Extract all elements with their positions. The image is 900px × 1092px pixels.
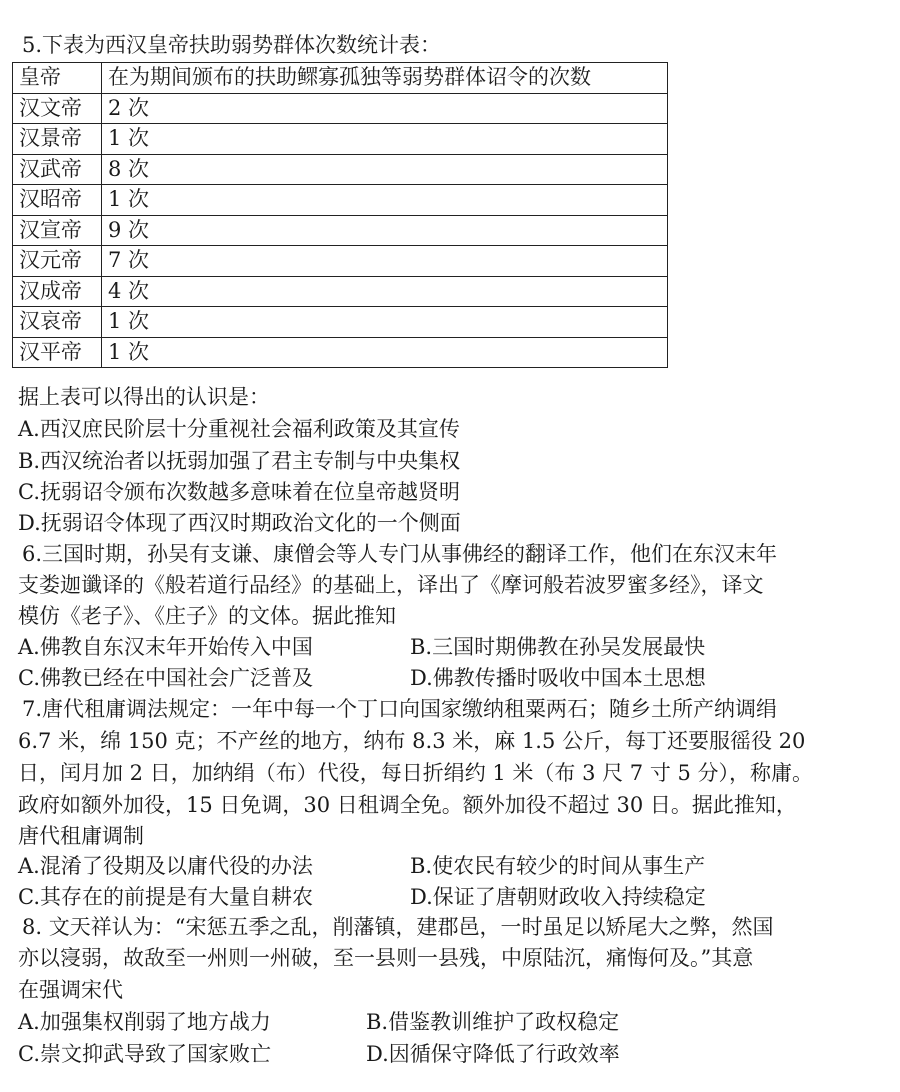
table-header-row — [13, 63, 668, 94]
emperor-statistics-table — [12, 62, 668, 368]
table-cell-count: 9 次 — [102, 215, 668, 246]
table-header-cell: 皇帝 — [13, 63, 102, 94]
q6-stem-line: 模仿《老子》、《庄子》的文体。据此推知 — [18, 604, 396, 628]
q5-prompt: 据上表可以得出的认识是： — [18, 385, 270, 409]
q7-option-a: A.混淆了役期及以庸代役的办法 — [18, 854, 313, 878]
table-cell-count: 1 次 — [102, 185, 668, 216]
table-cell-emperor: 汉武帝 — [13, 154, 102, 185]
table-cell-count: 4 次 — [102, 276, 668, 307]
q8-option-b: B.借鉴教训维护了政权稳定 — [366, 1010, 620, 1034]
table-cell-emperor: 汉昭帝 — [13, 185, 102, 216]
table-cell-count: 1 次 — [102, 124, 668, 155]
q7-stem-line: 日，闰月加 2 日，加纳绢（布）代役，每日折绢约 1 米（布 3 尺 7 寸 5 分），称庸。 — [18, 761, 814, 785]
q7-stem-line: 政府如额外加役，15 日免调，30 日租调全免。额外加役不超过 30 日。据此推知， — [18, 793, 797, 817]
table-cell-emperor: 汉成帝 — [13, 276, 102, 307]
q6-stem-line: 支娄迦谶译的《般若道行品经》的基础上，译出了《摩诃般若波罗蜜多经》，译文 — [18, 573, 764, 597]
q7-stem-line: 7.唐代租庸调法规定：一年中每一个丁口向国家缴纳租粟两石；随乡土所产纳调绢 — [22, 697, 778, 721]
q6-option-c: C.佛教已经在中国社会广泛普及 — [18, 666, 313, 690]
table-row — [13, 93, 668, 124]
q5-option-b: B.西汉统治者以抚弱加强了君主专制与中央集权 — [18, 449, 461, 473]
table-cell-count: 1 次 — [102, 337, 668, 368]
q8-stem-line: 亦以寖弱，故敌至一州则一州破，至一县则一县残，中原陆沉，痛悔何及。”其意 — [18, 946, 754, 970]
q7-stem-line: 6.7 米，绵 150 克；不产丝的地方，纳布 8.3 米，麻 1.5 公斤，每丁还要服徭役 20 — [18, 729, 806, 753]
q6-option-a: A.佛教自东汉末年开始传入中国 — [18, 635, 313, 659]
q6-option-d: D.佛教传播时吸收中国本土思想 — [410, 666, 706, 690]
table-cell-count: 7 次 — [102, 246, 668, 277]
table-row — [13, 307, 668, 338]
table-row — [13, 276, 668, 307]
table-header-cell: 在为期间颁布的扶助鳏寡孤独等弱势群体诏令的次数 — [102, 63, 668, 94]
q8-option-c: C.崇文抑武导致了国家败亡 — [18, 1042, 271, 1066]
q8-stem-line: 在强调宋代 — [18, 978, 123, 1002]
q7-option-c: C.其存在的前提是有大量自耕农 — [18, 885, 313, 909]
q5-option-a: A.西汉庶民阶层十分重视社会福利政策及其宣传 — [18, 417, 460, 441]
table-row — [13, 185, 668, 216]
q5-stem: 5.下表为西汉皇帝扶助弱势群体次数统计表： — [22, 33, 442, 57]
table-row — [13, 337, 668, 368]
q7-option-d: D.保证了唐朝财政收入持续稳定 — [410, 885, 706, 909]
q6-option-b: B.三国时期佛教在孙吴发展最快 — [410, 635, 706, 659]
table-cell-emperor: 汉宣帝 — [13, 215, 102, 246]
q5-option-c: C.抚弱诏令颁布次数越多意味着在位皇帝越贤明 — [18, 480, 460, 504]
q6-stem-line: 6.三国时期，孙吴有支谦、康僧会等人专门从事佛经的翻译工作，他们在东汉末年 — [22, 542, 778, 566]
table-row — [13, 154, 668, 185]
table-cell-count: 2 次 — [102, 93, 668, 124]
q8-option-d: D.因循保守降低了行政效率 — [366, 1042, 620, 1066]
table-cell-count: 1 次 — [102, 307, 668, 338]
table-cell-count: 8 次 — [102, 154, 668, 185]
table-cell-emperor: 汉平帝 — [13, 337, 102, 368]
table-row — [13, 215, 668, 246]
table-cell-emperor: 汉文帝 — [13, 93, 102, 124]
q5-option-d: D.抚弱诏令体现了西汉时期政治文化的一个侧面 — [18, 511, 461, 535]
table-cell-emperor: 汉哀帝 — [13, 307, 102, 338]
q8-option-a: A.加强集权削弱了地方战力 — [18, 1010, 271, 1034]
q7-option-b: B.使农民有较少的时间从事生产 — [410, 854, 706, 878]
table-row — [13, 124, 668, 155]
table-cell-emperor: 汉景帝 — [13, 124, 102, 155]
q7-stem-line: 唐代租庸调制 — [18, 824, 144, 848]
q8-stem-line: 8. 文天祥认为：“宋惩五季之乱，削藩镇，建郡邑，一时虽足以矫尾大之弊，然国 — [22, 915, 774, 939]
table-row — [13, 246, 668, 277]
table-cell-emperor: 汉元帝 — [13, 246, 102, 277]
